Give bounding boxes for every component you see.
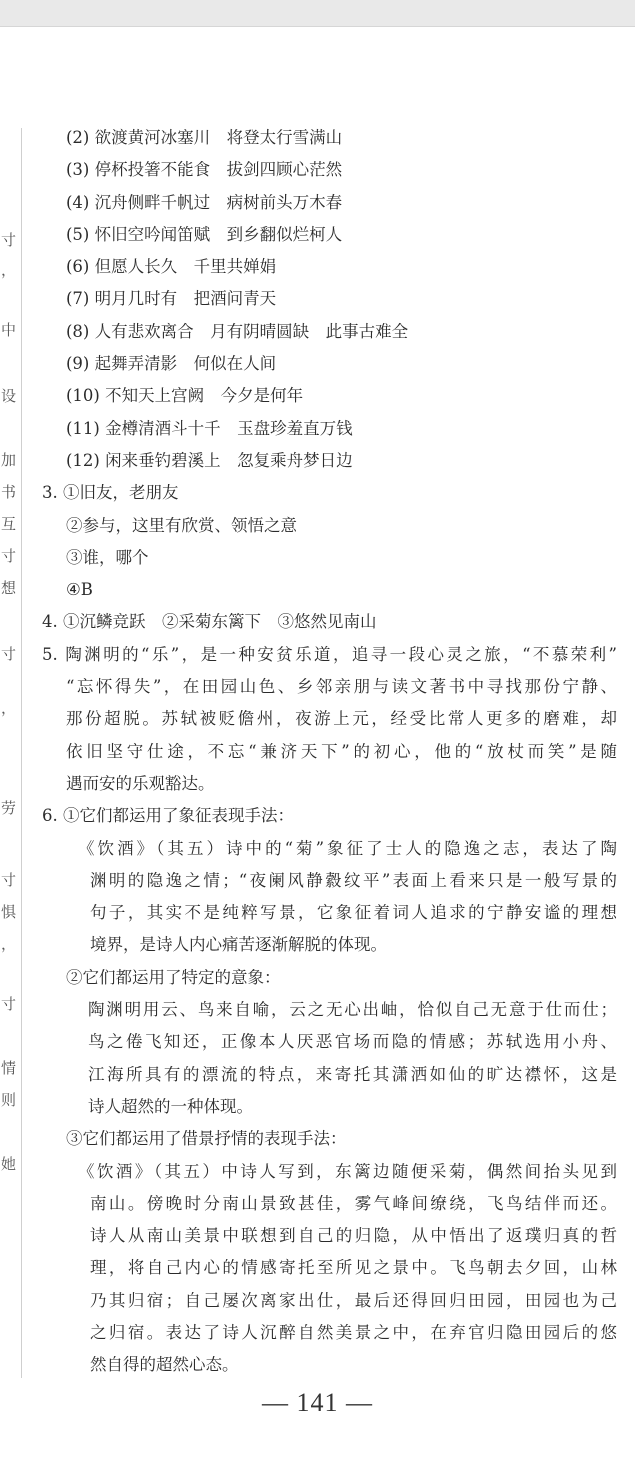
answer-line: “忘怀得失”，在田园山色、乡邻亲朋与读文著书中寻找那份宁静、	[66, 677, 617, 697]
margin-char: 中	[1, 321, 17, 339]
margin-char: 寸	[1, 645, 17, 663]
answer-line: 依旧坚守仕途，不忘“兼济天下”的初心，他的“放杖而笑”是随	[66, 741, 617, 761]
answer-line: (12) 闲来垂钓碧溪上 忽复乘舟梦日边	[66, 450, 353, 470]
answer-line: 诗人从南山美景中联想到自己的归隐，从中悟出了返璞归真的哲	[90, 1226, 617, 1246]
answer-line: ③谁，哪个	[66, 547, 149, 567]
answer-line: (4) 沉舟侧畔千帆过 病树前头万木春	[66, 192, 343, 212]
margin-char: 寸	[1, 231, 17, 249]
margin-char: 设	[1, 387, 17, 405]
answer-line: (3) 停杯投箸不能食 拔剑四顾心茫然	[66, 160, 343, 180]
answer-5-heading: 5. 陶渊明的“乐”，是一种安贫乐道，追寻一段心灵之旅，“不慕荣利”	[42, 644, 617, 664]
margin-char: ，	[1, 935, 17, 953]
answer-3-heading: 3. ①旧友，老朋友	[42, 483, 179, 503]
answer-line: 那份超脱。苏轼被贬儋州，夜游上元，经受比常人更多的磨难，却	[66, 709, 617, 729]
margin-char: 书	[1, 483, 17, 501]
scan-top-band	[0, 0, 635, 27]
answer-line: (7) 明月几时有 把酒问青天	[66, 289, 277, 309]
answer-line: 乃其归宿；自己屡次离家出仕，最后还得回归田园，田园也为己	[90, 1290, 617, 1310]
answer-line: ③它们都运用了借景抒情的表现手法：	[66, 1129, 347, 1149]
margin-char: 寸	[1, 995, 17, 1013]
margin-char: 情	[1, 1059, 17, 1077]
margin-char: 她	[1, 1155, 17, 1173]
margin-char: 寸	[1, 547, 17, 565]
page-number: — 141 —	[262, 1388, 373, 1417]
answer-line: 南山。傍晚时分南山景致甚佳，雾气峰间缭绕，飞鸟结伴而还。	[90, 1193, 617, 1213]
answer-line: ④B	[66, 580, 93, 600]
answer-6-heading: 6. ①它们都运用了象征表现手法：	[42, 806, 294, 826]
answer-content	[42, 122, 617, 1382]
margin-char: 惧	[1, 903, 17, 921]
answer-line: 理，将自己内心的情感寄托至所见之景中。飞鸟朝去夕回，山林	[90, 1258, 617, 1278]
answer-line: 江海所具有的漂流的特点，来寄托其潇洒如仙的旷达襟怀，这是	[88, 1064, 617, 1084]
margin-char: 想	[1, 579, 17, 597]
binding-gutter-line	[21, 128, 22, 1378]
answer-line: (11) 金樽清酒斗十千 玉盘珍羞直万钱	[66, 418, 353, 438]
answer-line: (2) 欲渡黄河冰塞川 将登太行雪满山	[66, 128, 343, 147]
margin-char: 互	[1, 515, 17, 533]
answer-line: 句子，其实不是纯粹写景，它象征着词人追求的宁静安谧的理想	[90, 903, 617, 923]
answer-line: 鸟之倦飞知还，正像本人厌恶官场而隐的情感；苏轼选用小舟、	[88, 1032, 617, 1052]
margin-char: 则	[1, 1091, 17, 1109]
margin-char: 寸	[1, 871, 17, 889]
margin-char: ，	[1, 699, 17, 717]
answer-line: (10) 不知天上宫阙 今夕是何年	[66, 386, 304, 406]
answer-line: 境界，是诗人内心痛苦逐渐解脱的体现。	[90, 935, 387, 955]
margin-char: ，	[1, 261, 17, 279]
answer-4-heading: 4. ①沉鳞竞跃 ②采菊东篱下 ③悠然见南山	[42, 612, 377, 632]
answer-line: 陶渊明用云、鸟来自喻，云之无心出岫，恰似自己无意于仕而仕；	[88, 1000, 617, 1020]
answer-line: 遇而安的乐观豁达。	[66, 773, 215, 793]
answer-line: (5) 怀旧空吟闻笛赋 到乡翻似烂柯人	[66, 224, 343, 244]
answer-line: 诗人超然的一种体现。	[88, 1096, 253, 1116]
answer-line: (6) 但愿人长久 千里共婵娟	[66, 257, 277, 277]
margin-char: 劳	[1, 799, 17, 817]
answer-line: 然自得的超然心态。	[90, 1355, 239, 1375]
answer-line: 之归宿。表达了诗人沉醉自然美景之中，在弃官归隐田园后的悠	[90, 1322, 617, 1342]
margin-char: 加	[1, 451, 17, 469]
answer-line: ②参与，这里有欣赏、领悟之意	[66, 515, 297, 535]
answer-line: 《饮酒》（其五）诗中的“菊”象征了士人的隐逸之志，表达了陶	[78, 838, 617, 858]
answer-line: (9) 起舞弄清影 何似在人间	[66, 354, 277, 374]
answer-line: (8) 人有悲欢离合 月有阴晴圆缺 此事古难全	[66, 321, 409, 341]
answer-line: 渊明的隐逸之情；“夜阑风静縠纹平”表面上看来只是一般写景的	[90, 870, 617, 890]
answer-line: ②它们都运用了特定的意象：	[66, 967, 281, 987]
answer-line: 《饮酒》（其五）中诗人写到，东篱边随便采菊，偶然间抬头见到	[78, 1161, 617, 1181]
